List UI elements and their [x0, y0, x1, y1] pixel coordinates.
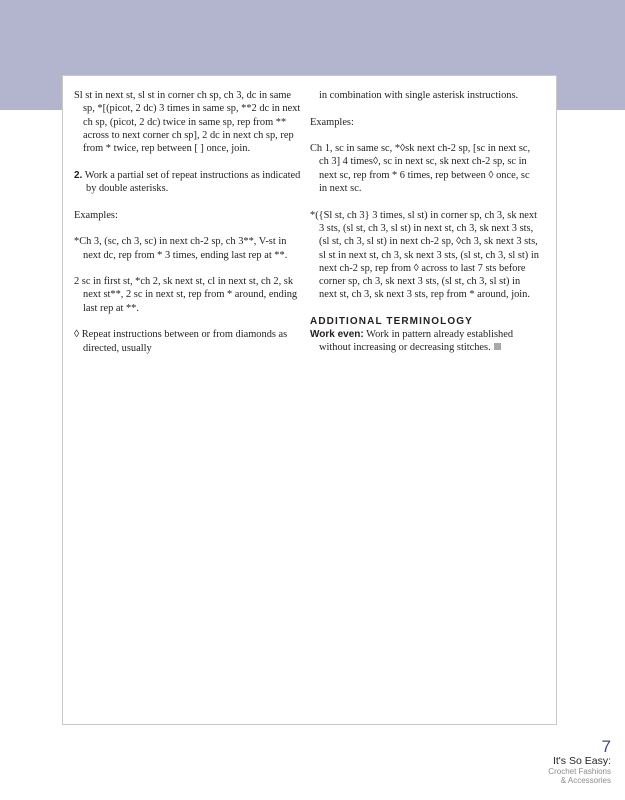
- left-column: [74, 89, 302, 368]
- page-number: 7: [601, 737, 611, 756]
- example-2: 2 sc in first st, *ch 2, sk next st, cl in next st, ch 2, sk next st**, 2 sc in next st, rep from * around, ending last rep at **.: [74, 276, 298, 314]
- book-subtitle-line-2: & Accessories: [560, 776, 611, 785]
- examples-label: Examples:: [74, 209, 118, 221]
- term-label: Work even:: [310, 329, 364, 341]
- continuation-text: in combination with single asterisk instructions.: [319, 90, 519, 101]
- example-1: Ch 1, sc in same sc, *◊sk next ch-2 sp, [sc in next sc, ch 3] 4 times◊, sc in next sc, sk next ch-2 sp, sc in next sc, rep from * 6 times, rep between ◊ once, sc in next sc.: [310, 143, 531, 195]
- content-panel: [62, 75, 557, 725]
- examples-label: Examples:: [310, 116, 354, 128]
- diamond-instruction: ◊ Repeat instructions between or from diamonds as directed, usually: [74, 329, 288, 354]
- instruction-paragraph: Sl st in next st, sl st in corner ch sp, ch 3, dc in same sp, *[(picot, 2 dc) 3 times in same sp, **2 dc in next ch sp, (picot, 2 dc) twice in same sp, rep from ** across to next corner ch sp], 2 dc in next ch sp, rep from * twice, rep between [ ] once, join.: [74, 90, 301, 155]
- item-text: Work a partial set of repeat instructions as indicated by double asterisks.: [84, 169, 301, 195]
- example-2: *({Sl st, ch 3} 3 times, sl st) in corner sp, ch 3, sk next 3 sts, (sl st, ch 3, sl st) in next st, ch 3, sk next 3 sts, (sl st, ch 3, sl st) in next ch-2 sp, ◊ch 3, sk next 3 sts, sl st in next st, ch 3, sk next 3 sts, (sl st, ch 3, sl st) in next ch-2 sp, rep from ◊ across to last 7 sts before corner sp, ch 3, sk next 3 sts, (sl st, ch 3, sl st) in next st, ch 3, sk next 3 sts, rep from * around, join.: [310, 209, 539, 301]
- example-1: *Ch 3, (sc, ch 3, sc) in next ch-2 sp, ch 3**, V-st in next dc, rep from * 3 times, ending last rep at **.: [74, 236, 288, 261]
- terminology-entry: [310, 328, 540, 355]
- book-subtitle-line-1: Crochet Fashions: [548, 767, 611, 776]
- end-square-icon: [494, 343, 501, 350]
- term-definition: Work in pattern already established without increasing or decreasing stitches.: [319, 329, 514, 354]
- page-footer: [548, 738, 611, 785]
- numbered-item-2: [74, 169, 302, 196]
- right-column: [310, 89, 540, 355]
- item-number: 2.: [74, 169, 83, 181]
- book-title: It's So Easy:: [552, 755, 611, 767]
- section-heading: ADDITIONAL TERMINOLOGY: [310, 316, 473, 328]
